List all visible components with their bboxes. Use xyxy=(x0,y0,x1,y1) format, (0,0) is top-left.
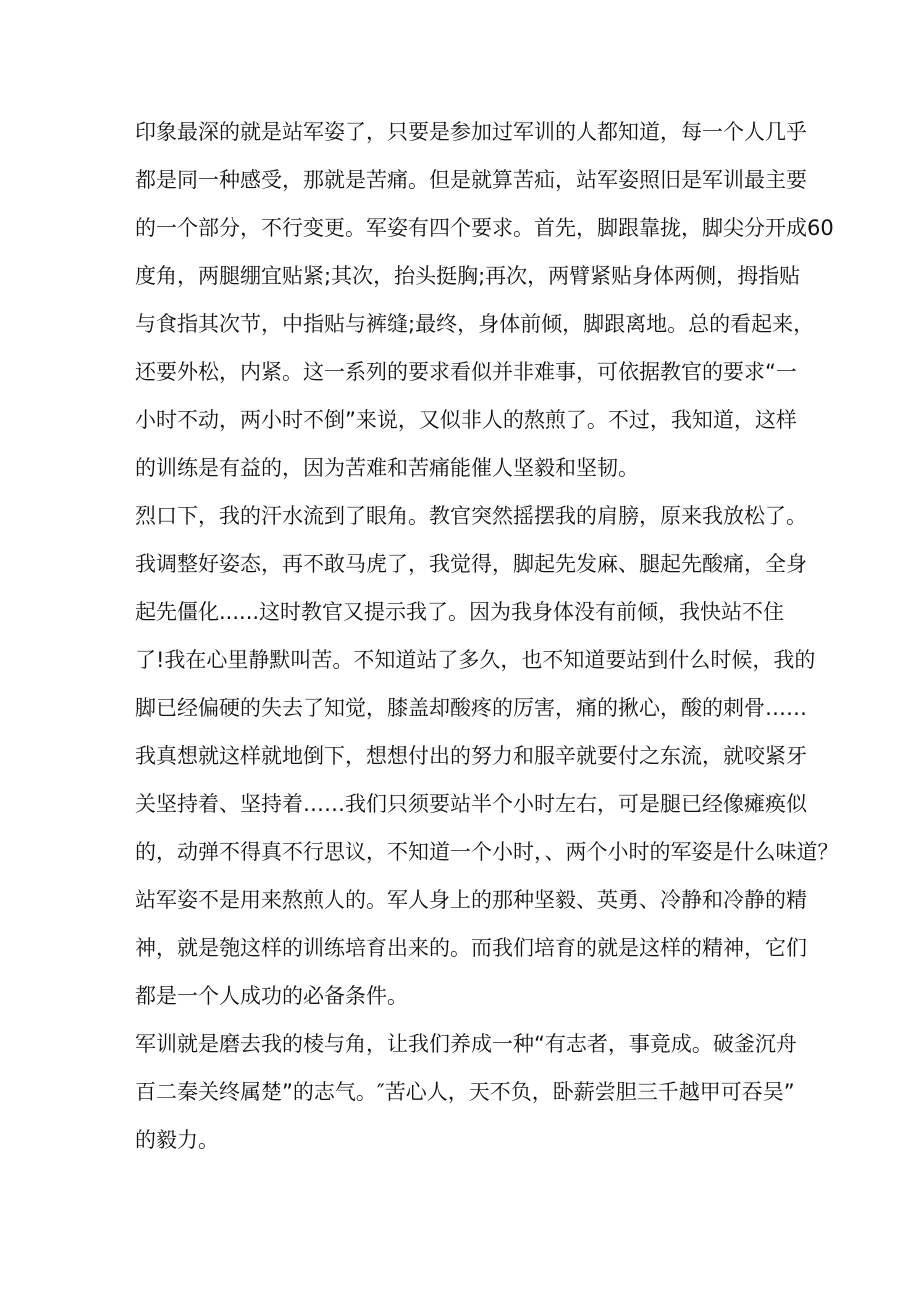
text-line: 都是一个人成功的必备条件。 xyxy=(135,984,408,1008)
text-line: 还要外松，内紧。这一系列的要求看似并非难事，可依据教官的要求“一 xyxy=(135,360,797,384)
text-line: 与食指其次节，中指贴与裤缝;最终，身体前倾，脚跟离地。总的看起来， xyxy=(135,312,815,336)
text-line: 站军姿不是用来熬煎人的。军人身上的那种坚毅、英勇、冷静和冷静的精 xyxy=(135,888,807,912)
text-line: 关坚持着、坚持着……我们只须要站半个小时左右，可是腿已经像瘫痪似 xyxy=(135,792,807,816)
text-line: 了!我在心里静默叫苦。不知道站了多久，也不知道要站到什么时候，我的 xyxy=(135,648,816,672)
text-line: 的训练是有益的，因为苦难和苦痛能催人坚毅和坚韧。 xyxy=(135,456,639,480)
text-line: 神，就是匏这样的训练培育出来的。而我们培育的就是这样的精神，它们 xyxy=(135,936,807,960)
text-line: 起先僵化......这时教官又提示我了。因为我身体没有前倾，我快站不住 xyxy=(135,600,785,624)
text-line: 我真想就这样就地倒下，想想付出的努力和服辛就要付之东流，就咬紧牙 xyxy=(135,744,807,768)
text-line: 的，动弹不得真不行思议，不知道一个小时，、两个小时的军姿是什么味道？ xyxy=(135,840,839,864)
text-line: 烈口下，我的汗水流到了眼角。教官突然摇摆我的肩膀，原来我放松了。 xyxy=(135,504,807,528)
text-line: 度角，两腿绷宜贴紧;其次，抬头挺胸;再次，两臂紧贴身体两侧，拇指贴 xyxy=(135,264,801,288)
text-line: 小时不动，两小时不倒”来说，又似非人的熬煎了。不过，我知道，这样 xyxy=(135,408,797,432)
text-line: 脚已经偏硬的失去了知觉，膝盖却酸疼的厉害，痛的揪心，酸的刺骨…… xyxy=(135,696,807,720)
text-line: 都是同一种感受，那就是苦痛。但是就算苦疝，站军姿照旧是军训最主要 xyxy=(135,168,807,192)
text-line: 印象最深的就是站军姿了，只要是参加过军训的人都知道，每一个人几乎 xyxy=(135,120,807,144)
text-line: 军训就是磨去我的棱与角，让我们养成一种“有志者，事竟成。破釜沉舟 xyxy=(135,1032,797,1056)
text-line: 的毅力。 xyxy=(135,1128,219,1152)
text-line: 百二秦关终属楚”的志气。″苦心人，天不负，卧薪尝胆三千越甲可吞吴” xyxy=(135,1080,795,1104)
text-line: 我调整好姿态，再不敢马虎了，我觉得，脚起先发麻、腿起先酸痛，全身 xyxy=(135,552,807,576)
text-line: 的一个部分，不行变更。军姿有四个要求。首先，脚跟靠拢，脚尖分开成60 xyxy=(135,216,834,240)
